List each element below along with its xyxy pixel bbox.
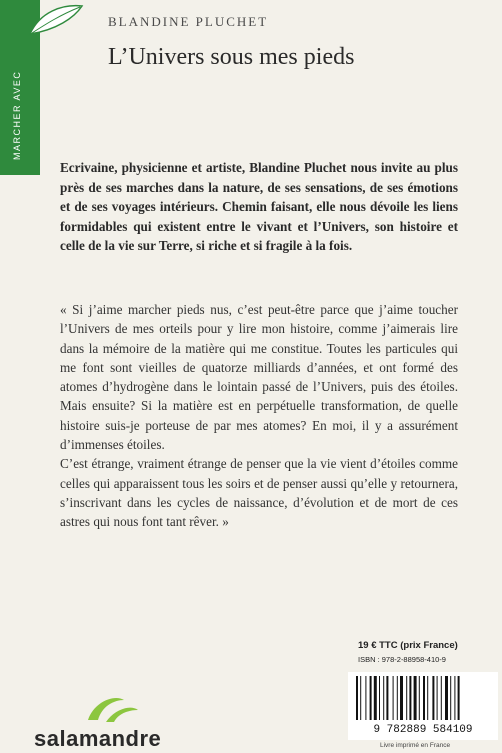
book-title: L’Univers sous mes pieds — [108, 44, 355, 70]
excerpt-paragraph: « Si j’aime marcher pieds nus, c’est peut-être parce que j’aime toucher l’Univers de mes orteils pour y lire mon histoire, comme j’aimerais lire dans la mémoire de la matière qui me constitue. Toutes les particules qui me font sont vieilles de quatorze milliards d’années, et ont formé des atomes d’hydrogène dans le lointain passé de l’Univers, puis des étoiles. Mais ensuite? Si la matière est en perpétuelle transformation, de quelle histoire suis-je porteuse de par mes atomes? En moi, il y a assurément d’immenses étoiles. — [60, 302, 458, 453]
excerpt-paragraph: C’est étrange, vraiment étrange de penser que la vie vient d’étoiles comme celles qui apparaissent tous les soirs et de penser aussi qu’elle y retournera, s’inscrivant dans les cycles de naissance, d’évolution et de mort de ces astres qui nous font tant rêver. » — [60, 456, 458, 530]
blurb-paragraph: Ecrivaine, physicienne et artiste, Blandine Pluchet nous invite au plus près de ses marches dans la nature, de ses sensations, de ses émotions et de ses voyages intérieurs. Chemin faisant, elle nous dévoile les liens formidables qui existent entre le vivant et l’Univers, son histoire et celle de la vie sur Terre, si riche et si fragile à la fois. — [60, 160, 458, 254]
excerpt — [60, 300, 458, 532]
leaf-icon — [26, 2, 84, 36]
barcode — [348, 672, 498, 740]
salamander-logo-icon — [84, 690, 140, 726]
series-label: MARCHER AVEC — [12, 70, 22, 160]
isbn-label: ISBN : 978-2-88958-410-9 — [358, 655, 446, 664]
barcode-digits: 9 782889 584109 — [373, 724, 473, 736]
printed-in-label: Livre imprimé en France — [380, 742, 451, 749]
publisher-name: salamandre — [34, 726, 162, 751]
price-block — [358, 640, 493, 664]
barcode-bars — [354, 676, 492, 724]
price-label: 19 € TTC (prix France) — [358, 640, 458, 651]
author-name: BLANDINE PLUCHET — [108, 14, 269, 29]
